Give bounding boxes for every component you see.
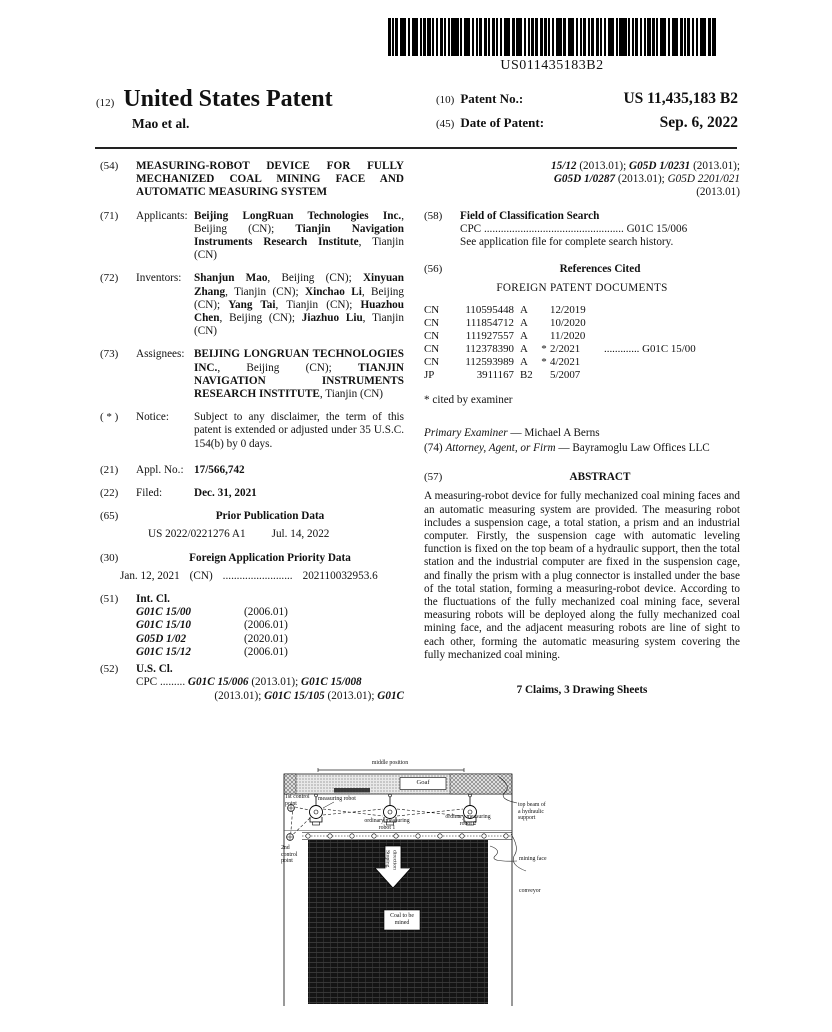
stoping-direction-label: Stoping direction <box>384 850 398 870</box>
appl-no-value: 17/566,742 <box>194 463 245 476</box>
reference-cell: 112378390 <box>465 342 514 355</box>
text-segment: Huazhou Chen <box>194 298 404 325</box>
control-point-icons <box>287 805 295 841</box>
barcode-number: US011435183B2 <box>500 58 604 73</box>
notice-label: Notice: <box>136 411 169 424</box>
date-value: Sep. 6, 2022 <box>659 114 738 131</box>
applicants-text <box>194 210 404 263</box>
reference-cell: 3911167 <box>476 368 514 381</box>
measuring-robot-label: measuring robot <box>318 796 356 802</box>
text-segment: (2013.01) <box>696 186 740 199</box>
top-beam-label: top beam of a hydraulic support <box>518 802 546 822</box>
text-segment: , Beijing (CN); <box>267 272 363 285</box>
prior-pub-number: US 2022/0221276 A1 <box>148 528 246 541</box>
field-search-value: G01C 15/006 <box>626 222 688 235</box>
cpc-line <box>424 186 740 199</box>
text-segment: , Beijing (CN); <box>217 361 358 374</box>
middle-position-bracket <box>318 768 464 772</box>
int-cl-row <box>136 619 404 632</box>
text-segment: Tianjin Navigation Instruments Research Institute <box>194 222 404 249</box>
conveyor-chain <box>302 833 512 840</box>
prior-pub-heading: Prior Publication Data <box>215 510 325 523</box>
text-segment: , Beijing (CN); <box>194 209 404 235</box>
notice-text: Subject to any disclaimer, the term of this patent is extended or adjusted under 35 U.S.C. 154(b) by 0 days. <box>194 411 404 450</box>
patent-no-label: Patent No.: <box>460 91 524 106</box>
int-cl-cell: (2006.01) <box>244 619 288 632</box>
reference-cell: CN <box>424 355 440 368</box>
cpc-line <box>424 173 740 186</box>
header-rule <box>95 147 737 149</box>
text-segment: Attorney, Agent, or Firm <box>445 442 556 455</box>
section-21-appl-no: (21) Appl. No.: 17/566,742 <box>100 464 404 477</box>
section-51-int-cl: (51) Int. Cl. G01C 15/00 (2006.01) G01C 15/10 (2006.01) G05D 1/02 (2020.01) G01C 15/12 (2006.01) <box>100 593 404 659</box>
foreign-priority-heading: Foreign Application Priority Data <box>189 551 351 564</box>
int-cl-table <box>136 606 404 659</box>
reference-cell: B2 <box>520 368 533 381</box>
reference-cell: A <box>520 316 528 329</box>
cpc-line <box>424 160 740 173</box>
date-label: Date of Patent: <box>460 115 545 130</box>
date-num: (45) <box>436 118 455 130</box>
cpc-line <box>136 676 404 689</box>
reference-cell <box>596 356 740 369</box>
text-segment: G01C 15/105 <box>264 689 325 702</box>
goaf-label: Goaf <box>416 779 430 786</box>
text-segment: , Tianjin (CN); <box>225 285 306 298</box>
priority-country: (CN) <box>189 569 213 582</box>
reference-cell: CN <box>424 303 440 316</box>
illegible-label-smudge <box>334 788 370 793</box>
text-segment: G05D 2201/021 <box>667 173 740 186</box>
text-segment: Jiazhuo Liu <box>301 312 363 325</box>
primary-examiner-line <box>424 427 740 440</box>
reference-cell <box>538 317 550 330</box>
second-control-point-label: 2nd control point <box>281 845 298 865</box>
text-segment: CPC ......... <box>136 676 188 689</box>
text-segment: (2013.01); <box>324 689 378 702</box>
barcode <box>388 18 716 56</box>
text-segment: (2013.01); <box>690 160 740 172</box>
text-segment: Yang Tai <box>228 298 276 311</box>
right-column <box>424 160 740 713</box>
assignees-label: Assignees: <box>136 348 185 361</box>
priority-date: Jan. 12, 2021 <box>120 569 180 582</box>
text-segment: , Tianjin (CN) <box>319 388 384 401</box>
text-segment: TIANJIN NAVIGATION INSTRUMENTS RESEARCH INSTITUTE <box>194 361 404 401</box>
us-cl-cpc <box>136 676 404 702</box>
reference-cell: * <box>541 342 547 355</box>
field-search-cpc: CPC <box>460 222 482 235</box>
text-segment: Shanjun Mao <box>194 272 268 285</box>
text-segment: 15/12 <box>551 160 577 172</box>
reference-cell: * <box>541 355 547 368</box>
left-column <box>100 160 404 713</box>
reference-cell <box>596 317 740 330</box>
reference-cell: A <box>520 355 528 368</box>
int-cl-cell: G05D 1/02 <box>136 632 187 645</box>
text-segment: (2013.01); <box>214 689 265 702</box>
int-cl-cell: (2006.01) <box>244 606 288 619</box>
abstract-text: A measuring-robot device for fully mechanized coal mining faces and an automatic measuring system are provided. The measuring robot includes a suspension cage, a total station, a prism and an industrial computer. Firstly, the suspension cage with automatic leveling function is fixed on the top beam of a hydraulic support, then the total station and the industrial computer are fixed in the suspension cage, and finally the prism with a plug connector is installed under the base of the total station, forming a measuring-robot device. According to the fluctuations of the fully mechanized coal mining face, several measuring robots will be deployed along the fully mechanized coal mining face, and the adjacent measuring robots are line of sight to each other, forming the automatic measuring system covering the fully mechanized coal mining. <box>424 490 740 661</box>
references-table <box>424 304 740 382</box>
section-65-prior-pub: (65) Prior Publication Data US 2022/0221276 A1 Jul. 14, 2022 <box>100 510 404 541</box>
reference-cell: 5/2007 <box>550 368 581 381</box>
prior-pub-date: Jul. 14, 2022 <box>271 528 330 541</box>
text-segment: (74) <box>424 442 446 455</box>
priority-dots: ......................... <box>222 569 293 582</box>
reference-cell <box>596 304 740 317</box>
measuring-robot-pointer <box>323 802 334 808</box>
field-search-heading: Field of Classification Search <box>460 209 600 222</box>
kind-code-num: (12) <box>96 97 115 109</box>
appl-no-label: Appl. No.: <box>136 463 184 476</box>
ordinary-robot-2-label: ordinary measuring robot 2 <box>445 814 491 827</box>
reference-cell: 112593989 <box>465 355 514 368</box>
filed-label: Filed: <box>136 487 163 500</box>
section-52-us-cl: (52) U.S. Cl. CPC ......... G01C 15/006 (2013.01); G01C 15/008 (2013.01); G01C 15/105 (2013.01); G01C <box>100 663 404 702</box>
int-cl-cell: (2006.01) <box>244 645 288 658</box>
invention-title: MEASURING-ROBOT DEVICE FOR FULLY MECHANIZED COAL MINING FACE AND AUTOMATIC MEASURING SYSTEM <box>136 160 404 199</box>
int-cl-cell: G01C 15/10 <box>136 619 192 632</box>
section-57-abstract: (57) ABSTRACT <box>424 471 740 484</box>
reference-cell: 11/2020 <box>550 329 586 342</box>
patent-figure <box>278 760 550 1012</box>
section-73-assignees: (73) Assignees: BEIJING LONGRUAN TECHNOLOGIES INC., Beijing (CN); TIANJIN NAVIGATION INSTRUMENTS RESEARCH INSTITUTE, Tianjin (CN) <box>100 348 404 401</box>
text-segment: G01C 15/006 <box>187 676 249 689</box>
reference-cell <box>596 330 740 343</box>
section-71-applicants: (71) Applicants: Beijing LongRuan Technologies Inc., Beijing (CN); Tianjin Navigation Instruments Research Institute, Tianjin (CN) <box>100 209 404 262</box>
int-cl-cell: (2020.01) <box>244 632 288 645</box>
text-segment: — Bayramoglu Law Offices LLC <box>555 442 710 455</box>
reference-cell: 110595448 <box>465 303 514 316</box>
abstract-heading: ABSTRACT <box>569 471 631 484</box>
text-segment: G01C 15/008 <box>301 676 362 689</box>
references-subheading: FOREIGN PATENT DOCUMENTS <box>496 282 668 295</box>
inventors-text <box>194 272 404 338</box>
reference-cell: A <box>520 329 528 342</box>
field-search-note: See application file for complete search history. <box>460 236 674 249</box>
ordinary-robot-1-label: ordinary measuring robot 1 <box>364 818 410 831</box>
reference-cell: 111927557 <box>465 329 514 342</box>
inventors-label: Inventors: <box>136 272 182 285</box>
text-segment: Xinchao Li <box>305 285 362 298</box>
reference-cell: 4/2021 <box>550 355 581 368</box>
reference-cell: 2/2021 <box>550 342 581 355</box>
text-segment: , Tianjin (CN) <box>194 236 404 262</box>
reference-cell: 10/2020 <box>550 316 586 329</box>
text-segment: , Tianjin (CN) <box>194 312 404 338</box>
field-search-dots: .................................................. <box>483 222 624 235</box>
text-segment: Beijing LongRuan Technologies Inc. <box>194 209 402 222</box>
cpc-line <box>136 690 404 703</box>
text-segment: , Beijing (CN); <box>194 285 404 311</box>
first-named-inventor: Mao et al. <box>132 116 190 131</box>
attorney-line <box>424 442 740 455</box>
int-cl-cell: G01C 15/00 <box>136 606 192 619</box>
int-cl-row <box>136 606 404 619</box>
text-segment: (2013.01); <box>576 160 630 172</box>
reference-cell: A <box>520 303 528 316</box>
text-segment: — Michael A Berns <box>507 426 600 439</box>
reference-cell: CN <box>424 316 440 329</box>
section-22-filed: (22) Filed: Dec. 31, 2021 <box>100 487 404 500</box>
reference-cell <box>538 369 550 382</box>
int-cl-row <box>136 633 404 646</box>
cpc-continuation <box>424 160 740 200</box>
text-segment: (2013.01); <box>615 173 668 186</box>
goaf-band <box>284 774 512 794</box>
int-cl-row <box>136 646 404 659</box>
patent-no-num: (10) <box>436 94 455 106</box>
text-segment: Xinyuan Zhang <box>194 272 404 298</box>
section-30-foreign-priority: (30) Foreign Application Priority Data Jan. 12, 2021 (CN) ......................... 202110032953.6 <box>100 552 404 583</box>
int-cl-heading: Int. Cl. <box>136 593 170 606</box>
text-segment: Primary Examiner <box>424 426 508 439</box>
assignees-text <box>194 348 404 401</box>
text-segment: G01C <box>377 689 404 702</box>
reference-cell: A <box>520 342 528 355</box>
first-control-point-label: 1st control point <box>285 794 310 807</box>
text-segment: (2013.01); <box>248 676 302 689</box>
reference-cell: 111854712 <box>465 316 514 329</box>
text-segment: G05D 1/0287 <box>553 173 616 186</box>
reference-cell: ............. G01C 15/00 <box>604 342 696 355</box>
reference-cell: CN <box>424 329 440 342</box>
patent-no-value: US 11,435,183 B2 <box>623 90 738 107</box>
text-segment: G05D 1/0231 <box>629 160 691 172</box>
reference-cell: CN <box>424 342 440 355</box>
section-notice: ( * ) Notice: Subject to any disclaimer, the term of this patent is extended or adjusted under 35 U.S.C. 154(b) by 0 days. <box>100 411 404 450</box>
text-segment: , Beijing (CN); <box>219 312 302 325</box>
middle-position-label: middle position <box>371 760 409 766</box>
header <box>96 86 738 132</box>
applicants-label: Applicants: <box>136 209 188 222</box>
conveyor-label: conveyor <box>519 888 541 894</box>
barcode-block <box>388 18 716 74</box>
section-58-field-search: (58) Field of Classification Search CPC .................................................. G01C 15/006 See application file for complete search history. <box>424 210 740 250</box>
reference-cell: 12/2019 <box>550 303 586 316</box>
text-segment: , Tianjin (CN); <box>275 298 361 311</box>
us-cl-heading: U.S. Cl. <box>136 663 173 676</box>
reference-cell <box>538 304 550 317</box>
coal-to-be-mined-label: Coal to be mined <box>390 913 414 926</box>
section-56-references: (56) References Cited <box>424 263 740 276</box>
section-72-inventors: (72) Inventors: Shanjun Mao, Beijing (CN); Xinyuan Zhang, Tianjin (CN); Xinchao Li, Beijing (CN); Yang Tai, Tianjin (CN); Huazhou Chen, Beijing (CN); Jiazhuo Liu, Tianjin (CN) <box>100 272 404 338</box>
document-title: United States Patent <box>123 86 333 112</box>
reference-cell <box>538 330 550 343</box>
priority-app-no: 202110032953.6 <box>302 569 378 582</box>
cited-by-examiner-note: * cited by examiner <box>424 393 513 406</box>
reference-cell: JP <box>424 368 435 381</box>
int-cl-cell: G01C 15/12 <box>136 645 192 658</box>
section-54-title: (54) MEASURING-ROBOT DEVICE FOR FULLY MECHANIZED COAL MINING FACE AND AUTOMATIC MEASURING SYSTEM <box>100 160 404 199</box>
filed-value: Dec. 31, 2021 <box>194 487 257 500</box>
mining-face-label: mining face <box>519 856 547 862</box>
text-segment: BEIJING LONGRUAN TECHNOLOGIES INC. <box>194 348 404 374</box>
references-heading: References Cited <box>559 263 641 276</box>
claims-sheets-line: 7 Claims, 3 Drawing Sheets <box>516 684 648 697</box>
reference-cell <box>596 369 740 382</box>
